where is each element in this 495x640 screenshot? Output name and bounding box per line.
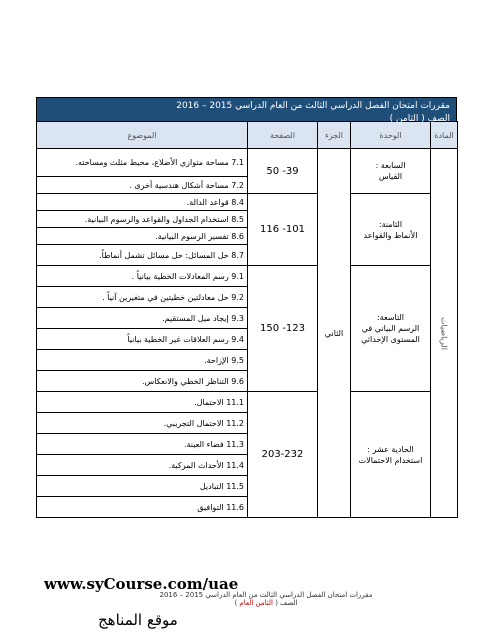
topic-cell: 9.5 الإزاحة. <box>37 350 248 371</box>
unit-name: الحادية عشر : استخدام الاحتمالات <box>358 444 423 465</box>
title-line-1: مقررات امتحان الفصل الدراسي الثالث من العام الدراسي 2015 – 2016 <box>176 101 450 111</box>
column-header-topic: الموضوع <box>37 122 248 149</box>
footer-title-line-2 <box>86 599 446 607</box>
topic-cell: 11.6 التوافيق <box>37 497 248 518</box>
part-cell: الثاني <box>318 149 351 518</box>
title-line-2: الصف ( الثامن ) <box>389 114 450 124</box>
page-range-cell: 123- 150 <box>248 266 318 392</box>
topic-cell: 7.1 مساحة متوازي الأضلاع، محيط مثلث ومساحته. <box>37 149 248 177</box>
syllabus-table <box>36 121 458 518</box>
footer-title <box>86 591 446 607</box>
page-range-cell: 203-232 <box>248 392 318 518</box>
column-header-part: الجزء <box>318 122 351 149</box>
unit-cell <box>351 194 431 266</box>
footer-title-suffix: ) <box>234 599 240 607</box>
footer-title-prefix: الصف ( <box>272 599 298 607</box>
footer-title-highlight: الثامن العام <box>239 599 273 607</box>
footer-website-url[interactable]: www.syCourse.com/uae <box>44 575 239 593</box>
column-header-subject: المادة <box>431 122 458 149</box>
footer-site-name: موقع المناهج <box>98 611 178 629</box>
footer-title-line-1: مقررات امتحان الفصل الدراسي الثالث من العام الدراسي 2015 – 2016 <box>159 591 373 599</box>
topic-cell: 11.4 الأحداث المركبة. <box>37 455 248 476</box>
page-range-cell: 39- 50 <box>248 149 318 194</box>
topic-cell: 11.3 فضاء العينة. <box>37 434 248 455</box>
unit-cell <box>351 392 431 518</box>
exam-syllabus-sheet <box>36 97 457 518</box>
column-header-page: الصفحة <box>248 122 318 149</box>
subject-cell: الرياضيات <box>431 149 458 518</box>
topic-cell: 9.4 رسم العلاقات غير الخطية بيانياً <box>37 329 248 350</box>
topic-cell: 8.6 تفسير الرسوم البيانية. <box>37 228 248 245</box>
unit-name: الثامنة: الأنماط والقواعد <box>363 219 418 240</box>
topic-cell: 9.2 حل معادلتين خطيتين في متغيرين آنياً . <box>37 287 248 308</box>
topic-cell: 7.2 مساحة أشكال هندسية أخرى . <box>37 177 248 194</box>
page-range-cell: 101- 116 <box>248 194 318 266</box>
unit-name: السابعة : القياس <box>375 161 406 181</box>
topic-cell: 8.4 قواعد الدالة. <box>37 194 248 211</box>
column-header-unit: الوحدة <box>351 122 431 149</box>
topic-cell: 11.2 الاحتمال التجريبي. <box>37 413 248 434</box>
table-row <box>37 194 458 211</box>
topic-cell: 9.6 التناظر الخطي والانعكاس. <box>37 371 248 392</box>
page-title <box>36 97 457 124</box>
table-row <box>37 266 458 287</box>
topic-cell: 9.1 رسم المعادلات الخطية بيانياً . <box>37 266 248 287</box>
topic-cell: 11.1 الاحتمال. <box>37 392 248 413</box>
unit-cell <box>351 149 431 194</box>
table-row <box>37 392 458 413</box>
topic-cell: 8.5 استخدام الجداول والقواعد والرسوم البيانية. <box>37 211 248 228</box>
topic-cell: 11.5 التباديل <box>37 476 248 497</box>
topic-cell: 9.3 إيجاد ميل المستقيم. <box>37 308 248 329</box>
topic-cell: 8.7 حل المسائل: حل مسائل تشمل أنماطاً. <box>37 245 248 266</box>
table-row <box>37 149 458 177</box>
unit-name: التاسعة: الرسم البياني في المستوى الإحداثي <box>361 313 420 344</box>
unit-cell <box>351 266 431 392</box>
